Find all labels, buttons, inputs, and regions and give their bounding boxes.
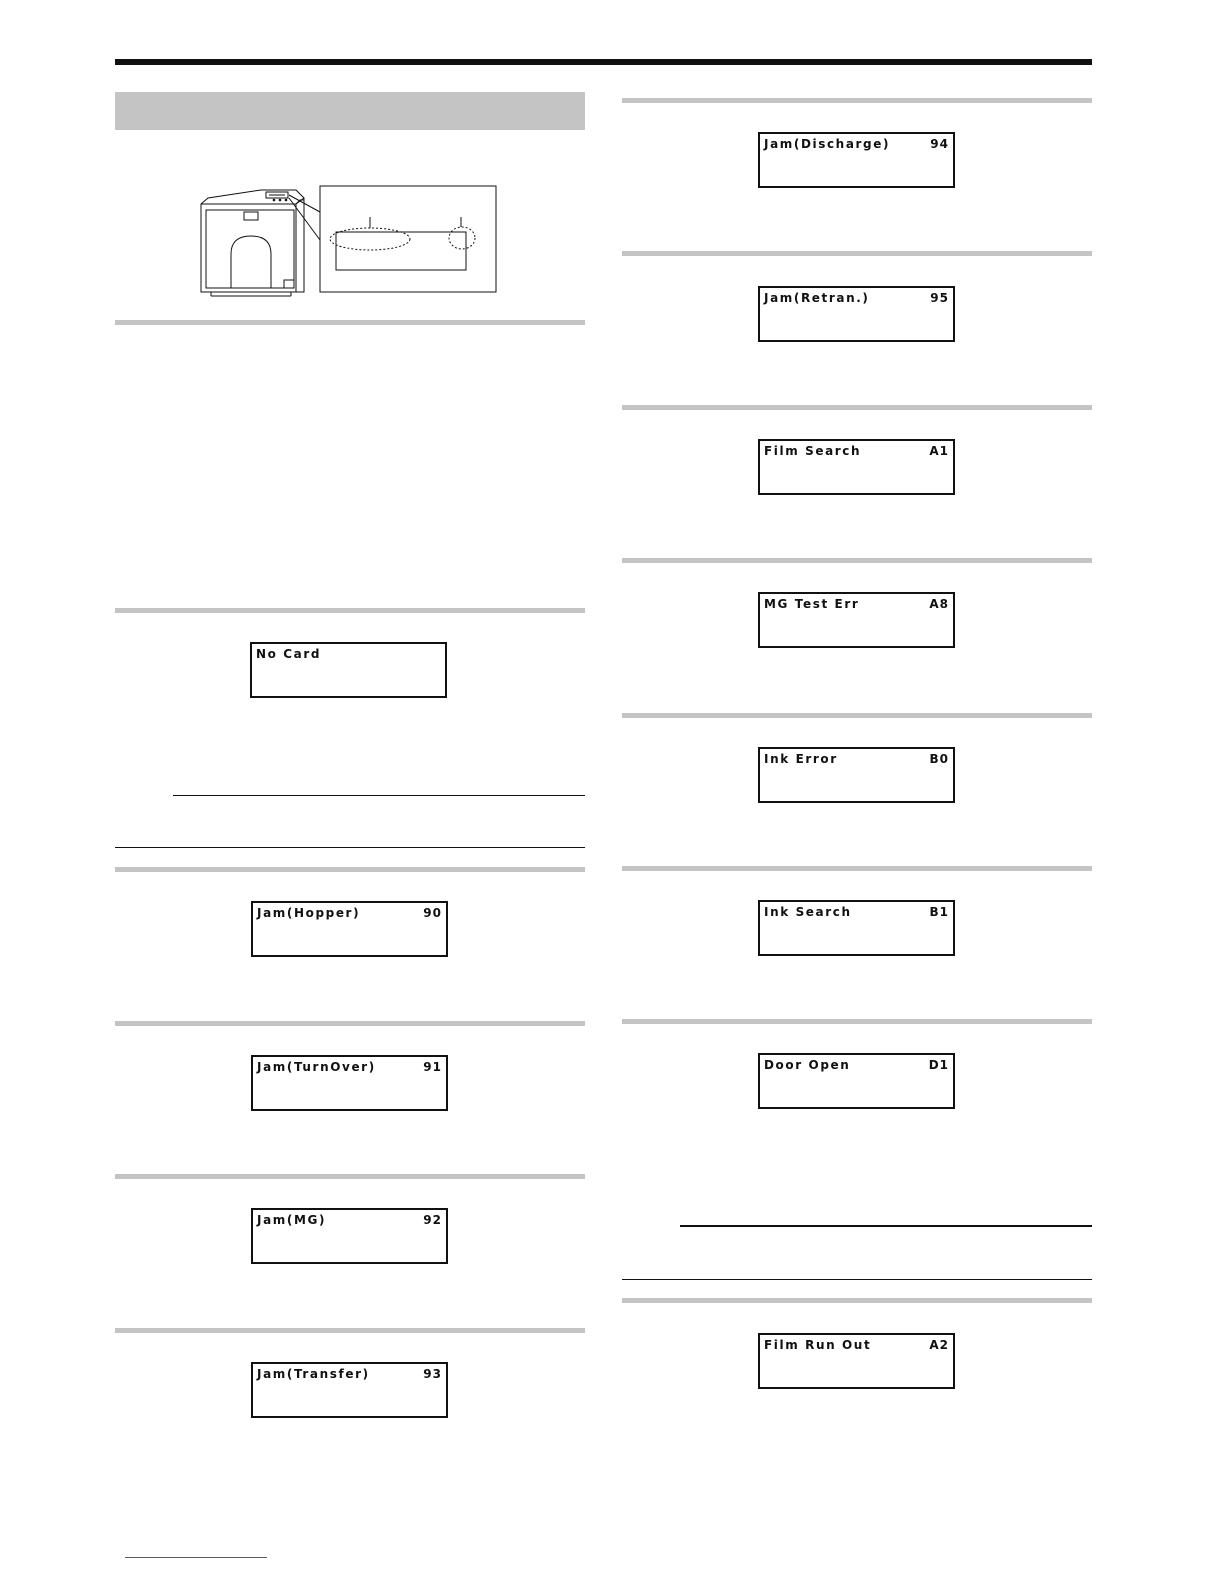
lcd-ink-error <box>758 747 955 803</box>
lcd-jam-transfer <box>251 1362 448 1418</box>
section-separator <box>115 867 585 872</box>
section-separator <box>622 713 1092 718</box>
section-separator <box>115 320 585 325</box>
callout-box <box>320 186 496 292</box>
lcd-message: Ink Search <box>764 905 852 919</box>
lcd-code: A2 <box>929 1338 949 1352</box>
lcd-mg-test-err <box>758 592 955 648</box>
printer-illustration <box>196 184 500 298</box>
lcd-code: D1 <box>928 1058 949 1072</box>
lcd-message: Door Open <box>764 1058 851 1072</box>
lcd-code: 91 <box>423 1060 442 1074</box>
lcd-jam-hopper <box>251 901 448 957</box>
section-separator <box>622 405 1092 410</box>
section-separator <box>115 608 585 613</box>
lcd-message: Jam(TurnOver) <box>257 1060 376 1074</box>
lcd-message: MG Test Err <box>764 597 860 611</box>
section-separator <box>622 251 1092 256</box>
lcd-message: Ink Error <box>764 752 838 766</box>
lcd-film-run-out <box>758 1333 955 1389</box>
section-separator <box>622 98 1092 103</box>
note-end-rule <box>115 847 585 848</box>
lcd-code: 94 <box>930 137 949 151</box>
section-header-bar <box>115 92 585 130</box>
lcd-no-card <box>250 642 447 698</box>
lcd-code: 95 <box>930 291 949 305</box>
lcd-door-open <box>758 1053 955 1109</box>
section-separator <box>115 1328 585 1333</box>
lcd-ink-search <box>758 900 955 956</box>
lcd-message: No Card <box>256 647 322 661</box>
lcd-message: Jam(Retran.) <box>764 291 870 305</box>
lcd-code: B0 <box>929 752 949 766</box>
lcd-code: 92 <box>423 1213 442 1227</box>
lcd-jam-turnover <box>251 1055 448 1111</box>
section-separator <box>115 1174 585 1179</box>
lcd-code: A8 <box>929 597 949 611</box>
lcd-code: 93 <box>423 1367 442 1381</box>
lcd-message: Jam(MG) <box>257 1213 327 1227</box>
printer-icon <box>201 190 304 296</box>
footer-link-underline[interactable] <box>125 1557 267 1558</box>
lcd-message: Jam(Discharge) <box>764 137 891 151</box>
section-separator <box>622 1298 1092 1303</box>
lcd-code: 90 <box>423 906 442 920</box>
lcd-code: A1 <box>929 444 949 458</box>
lcd-message: Film Search <box>764 444 862 458</box>
lcd-message: Jam(Hopper) <box>257 906 361 920</box>
top-rule <box>115 59 1092 65</box>
section-separator <box>622 1019 1092 1024</box>
lcd-jam-discharge <box>758 132 955 188</box>
lcd-jam-mg <box>251 1208 448 1264</box>
note-end-rule <box>622 1279 1092 1280</box>
section-separator <box>115 1021 585 1026</box>
lcd-message: Film Run Out <box>764 1338 872 1352</box>
lcd-code: B1 <box>929 905 949 919</box>
lcd-message: Jam(Transfer) <box>257 1367 370 1381</box>
note-rule <box>680 1225 1092 1227</box>
section-separator <box>622 558 1092 563</box>
note-rule <box>173 795 585 796</box>
lcd-jam-retran <box>758 286 955 342</box>
lcd-film-search <box>758 439 955 495</box>
section-separator <box>622 866 1092 871</box>
